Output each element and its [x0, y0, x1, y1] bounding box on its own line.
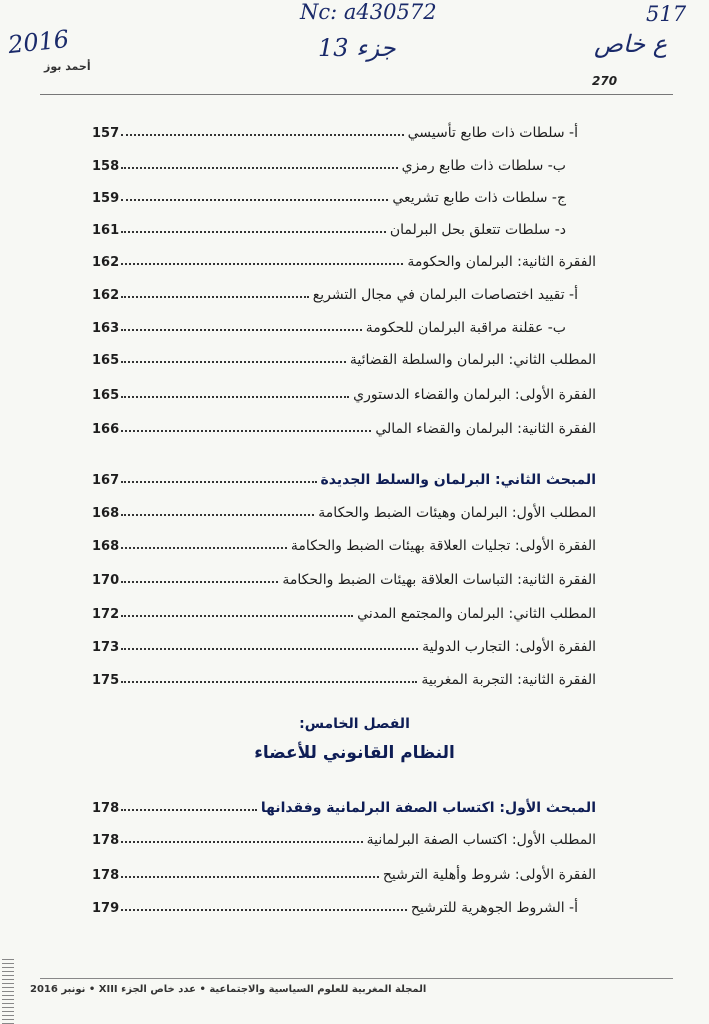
handwritten-special-note: ع خاص [594, 30, 668, 58]
header-divider [40, 94, 673, 95]
toc-entry: ج- سلطات ذات طابع تشريعي 159 [92, 190, 566, 206]
toc-section-heading: المبحث الأول: اكتساب الصفة البرلمانية وفقدانها 178 [92, 800, 596, 816]
toc-entry: ب- سلطات ذات طابع رمزي 158 [92, 158, 566, 174]
page-edge-marks [2, 958, 14, 1024]
footer-divider [40, 978, 673, 979]
chapter-title: النظام القانوني للأعضاء [254, 743, 455, 763]
toc-entry: أ- الشروط الجوهرية للترشيح 179 [92, 900, 578, 916]
toc-entry: الفقرة الأولى: تجليات العلاقة بهيئات الضبط والحكامة 168 [92, 538, 596, 554]
toc-entry: المطلب الثاني: البرلمان والسلطة القضائية 165 [92, 352, 596, 368]
handwritten-volume: جزء 13 [318, 34, 396, 62]
page-number: 270 [592, 74, 618, 88]
toc-entry: الفقرة الثانية: البرلمان والقضاء المالي 166 [92, 421, 596, 437]
toc-entry: المطلب الأول: اكتساب الصفة البرلمانية 178 [92, 832, 596, 848]
toc-entry: الفقرة الأولى: البرلمان والقضاء الدستوري 165 [92, 387, 596, 403]
handwritten-number: 517 [646, 2, 687, 26]
toc-entry: الفقرة الثانية: التباسات العلاقة بهيئات الضبط والحكامة 170 [92, 572, 596, 588]
journal-footer: المجلة المغربية للعلوم السياسية والاجتماعية • عدد خاص الجزء XIII • نونبر 2016 [30, 984, 427, 995]
toc-entry: المطلب الثاني: البرلمان والمجتمع المدني 172 [92, 606, 596, 622]
toc-entry: المطلب الأول: البرلمان وهيئات الضبط والحكامة 168 [92, 505, 596, 521]
handwritten-year: 2016 [6, 24, 71, 60]
toc-entry: أ- سلطات ذات طابع تأسيسي 157 [92, 125, 578, 141]
toc-entry: الفقرة الأولى: شروط وأهلية الترشيح 178 [92, 867, 596, 883]
toc-entry: الفقرة الأولى: التجارب الدولية 173 [92, 639, 596, 655]
toc-entry: أ- تقييد اختصاصات البرلمان في مجال التشريع 162 [92, 287, 578, 303]
author-name: أحمد بوز [44, 60, 91, 73]
toc-section-heading: المبحث الثاني: البرلمان والسلط الجديدة 167 [92, 472, 596, 488]
toc-entry: د- سلطات تتعلق بحل البرلمان 161 [92, 222, 566, 238]
handwritten-catalog-number: Nc: a430572 [300, 0, 437, 24]
chapter-label: الفصل الخامس: [299, 716, 410, 732]
toc-entry: ب- عقلنة مراقبة البرلمان للحكومة 163 [92, 320, 566, 336]
toc-entry: الفقرة الثانية: التجربة المغربية 175 [92, 672, 596, 688]
toc-entry: الفقرة الثانية: البرلمان والحكومة 162 [92, 254, 596, 270]
